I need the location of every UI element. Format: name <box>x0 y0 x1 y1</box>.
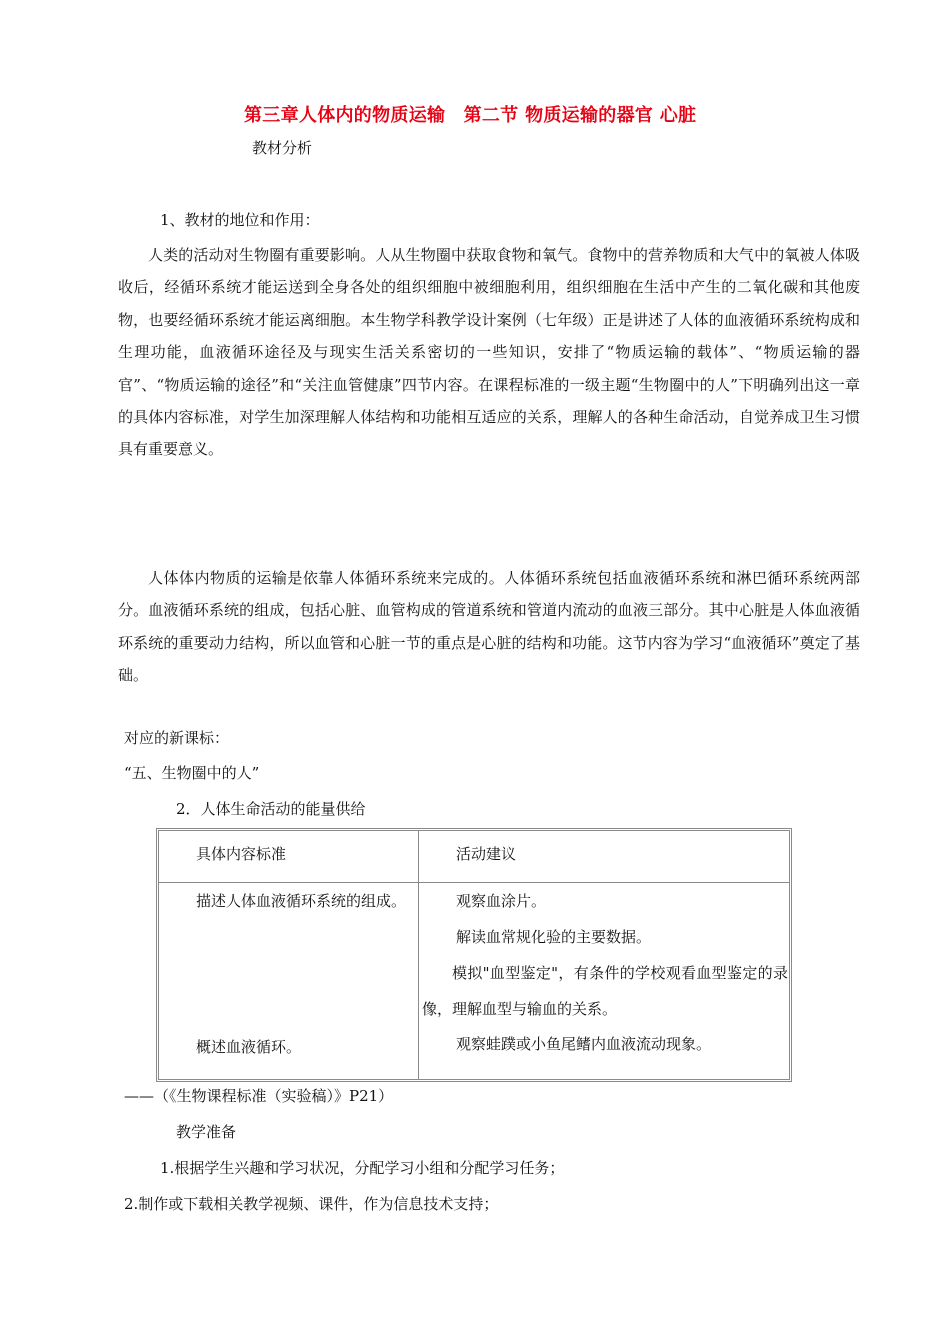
standard-item: 2．人体生命活动的能量供给 <box>176 800 366 818</box>
prep-list-item: 2.制作或下载相关教学视频、课件，作为信息技术支持； <box>124 1195 499 1213</box>
body-paragraph-1: 人类的活动对生物圈有重要影响。人从生物圈中获取食物和氧气。食物中的营养物质和大气中的氧被人体吸收后，经循环系统才能运送到全身各处的组织细胞中被细胞利用，组织细胞在生活中产生的二氧化碳和其他废物，也要经循环系统才能运离细胞。本生物学科教学设计案例（七年级）正是讲述了人体的血液循环系统构成和生理功能，血液循环途径及与现实生活关系密切的一些知识，安排了“物质运输的载体”、“物质运输的器官”、“物质运输的途径”和“关注血管健康”四节内容。在课程标准的一级主题“生物圈中的人”下明确列出这一章的具体内容标准，对学生加深理解人体结构和功能相互适应的关系，理解人的各种生命活动，自觉养成卫生习惯具有重要意义。 <box>118 246 860 459</box>
subsection-heading: 1、教材的地位和作用： <box>160 211 320 229</box>
standards-table <box>156 828 792 1082</box>
source-citation: ——（《生物课程标准（实验稿）》P21） <box>124 1087 394 1105</box>
section-label-teaching-prep: 教学准备 <box>176 1123 237 1141</box>
table-column-divider <box>418 831 419 1079</box>
standard-theme: “五、生物圈中的人” <box>124 764 260 782</box>
new-standard-label: 对应的新课标： <box>124 729 230 747</box>
table-cell-content-item: 描述人体血液循环系统的组成。 <box>196 892 407 910</box>
table-cell-content-item: 概述血液循环。 <box>196 1038 302 1056</box>
page-title: 第三章人体内的物质运输 第二节 物质运输的器官 心脏 <box>244 105 697 126</box>
body-paragraph-2: 人体体内物质的运输是依靠人体循环系统来完成的。人体循环系统包括血液循环系统和淋巴循环系统两部分。血液循环系统的组成，包括心脏、血管构成的管道系统和管道内流动的血液三部分。其中心脏是人体血液循环系统的重要动力结构，所以血管和心脏一节的重点是心脏的结构和功能。这节内容为学习“血液循环”奠定了基础。 <box>118 569 860 685</box>
table-cell-activity-item: 观察蛙蹼或小鱼尾鳍内血液流动现象。 <box>456 1035 712 1053</box>
table-header-content-standard: 具体内容标准 <box>196 845 287 863</box>
table-cell-activity-item: 观察血涂片。 <box>456 892 547 910</box>
prep-list-item: 1.根据学生兴趣和学习状况，分配学习小组和分配学习任务； <box>160 1159 565 1177</box>
table-cell-activity-item: 模拟"血型鉴定"，有条件的学校观看血型鉴定的录像，理解血型与输血的关系。 <box>422 964 788 1018</box>
table-cell-activity-item: 解读血常规化验的主要数据。 <box>456 928 652 946</box>
section-label-material-analysis: 教材分析 <box>252 139 313 157</box>
table-header-activity-suggestion: 活动建议 <box>456 845 517 863</box>
